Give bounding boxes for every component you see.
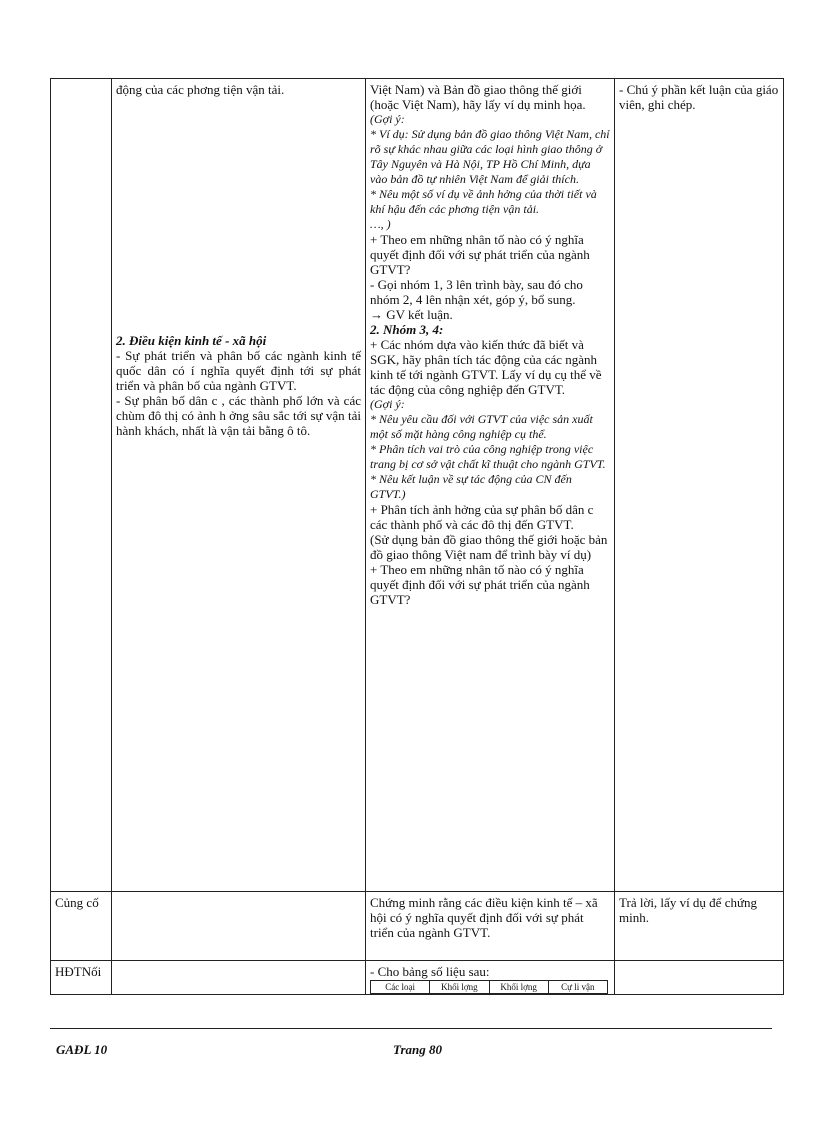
section-heading: 2. Điều kiện kinh tế - xã hội (116, 333, 267, 348)
footer-doc-code: GAĐL 10 (56, 1042, 108, 1057)
table-header-cell: Cự li vận (548, 981, 607, 994)
activity-cell (366, 961, 615, 995)
hint-text: * Nêu yêu cầu đối với GTVT của việc sản xuất một số mặt hàng công nghiệp cụ thể. (370, 412, 593, 441)
content-continuation: động của các phơng tiện vận tải. (116, 82, 285, 97)
activity-text: - Gọi nhóm 1, 3 lên trình bày, sau đó cho nhóm 2, 4 lên nhận xét, góp ý, bổ sung. (370, 277, 583, 307)
data-table (370, 980, 608, 994)
hint-text: (Gợi ý: (370, 397, 405, 411)
activity-text: - Cho bảng số liệu sau: (370, 964, 490, 979)
student-cell (615, 79, 784, 892)
table-header-cell: Khối lợng (489, 981, 548, 994)
table-row (51, 79, 784, 892)
table-header-row (371, 981, 608, 994)
table-row (51, 892, 784, 961)
activity-text: + Theo em những nhân tố nào có ý nghĩa quyết định đối với sự phát triển của ngành GTVT? (370, 562, 590, 607)
activity-text: → GV kết luận. (370, 307, 453, 322)
content-paragraph: - Sự phát triển và phân bố các ngành kinh tế quốc dân có í nghĩa quyết định tới sự phát triển và phân bố của ngành GTVT. (116, 348, 361, 393)
activity-text: Việt Nam) và Bản đồ giao thông thế giới (hoặc Việt Nam), hãy lấy ví dụ minh họa. (370, 82, 586, 112)
content-paragraph: - Sự phân bố dân c , các thành phố lớn và các chùm đô thị có ảnh h ởng sâu sắc tới sự vận tải hành khách, nhất là vận tải bằng ô tô. (116, 393, 361, 438)
page-number: Trang 80 (393, 1042, 442, 1057)
stage-label: HĐTNối (51, 961, 112, 995)
activity-text: + Phân tích ảnh hởng của sự phân bố dân c các thành phố và các đô thị đến GTVT. (370, 502, 594, 532)
student-cell (615, 961, 784, 995)
hint-text: …, ) (370, 217, 391, 231)
activity-text: (Sử dụng bản đồ giao thông thế giới hoặc bản đồ giao thông Việt nam để trình bày ví dụ) (370, 532, 608, 562)
activity-text: + Theo em những nhân tố nào có ý nghĩa quyết định đối với sự phát triển của ngành GTVT? (370, 232, 590, 277)
content-cell (112, 892, 366, 961)
activity-text: Chứng minh rằng các điều kiện kinh tế – xã hội có ý nghĩa quyết định đối với sự phát triển của ngành GTVT. (366, 892, 615, 961)
hint-text: (Gợi ý: (370, 112, 405, 126)
activity-cell (366, 79, 615, 892)
stage-label: Củng cố (51, 892, 112, 961)
footer-rule (50, 1028, 772, 1029)
student-text: Trả lời, lấy ví dụ để chứng minh. (615, 892, 784, 961)
activity-text: + Các nhóm dựa vào kiến thức đã biết và SGK, hãy phân tích tác động của các ngành kinh tế tới ngành GTVT. Lấy ví dụ cụ thể về tác động của công nghiệp đến GTVT. (370, 337, 602, 397)
content-cell (112, 961, 366, 995)
student-text: - Chú ý phần kết luận của giáo viên, ghi chép. (619, 82, 779, 112)
hint-text: * Phân tích vai trò của công nghiệp trong việc trang bị cơ sở vật chất kĩ thuật cho ngành GTVT. (370, 442, 606, 471)
hint-text: * Nêu kết luận về sự tác động của CN đến GTVT.) (370, 472, 572, 501)
table-header-cell: Các loại (371, 981, 430, 994)
hint-text: * Ví dụ: Sử dụng bản đồ giao thông Việt Nam, chỉ rõ sự khác nhau giữa các loại hình giao thông ở Tây Nguyên và Hà Nội, TP Hồ Chí Minh, dựa vào bản đồ tự nhiên Việt Nam để giải thích. (370, 127, 610, 186)
group-heading: 2. Nhóm 3, 4: (370, 322, 444, 337)
hint-text: * Nêu một số ví dụ về ảnh hởng của thời tiết và khí hậu đến các phơng tiện vận tải. (370, 187, 597, 216)
content-cell (112, 79, 366, 892)
table-row (51, 961, 784, 995)
table-header-cell: Khối lợng (430, 981, 489, 994)
lesson-plan-table (50, 78, 784, 995)
stage-cell (51, 79, 112, 892)
